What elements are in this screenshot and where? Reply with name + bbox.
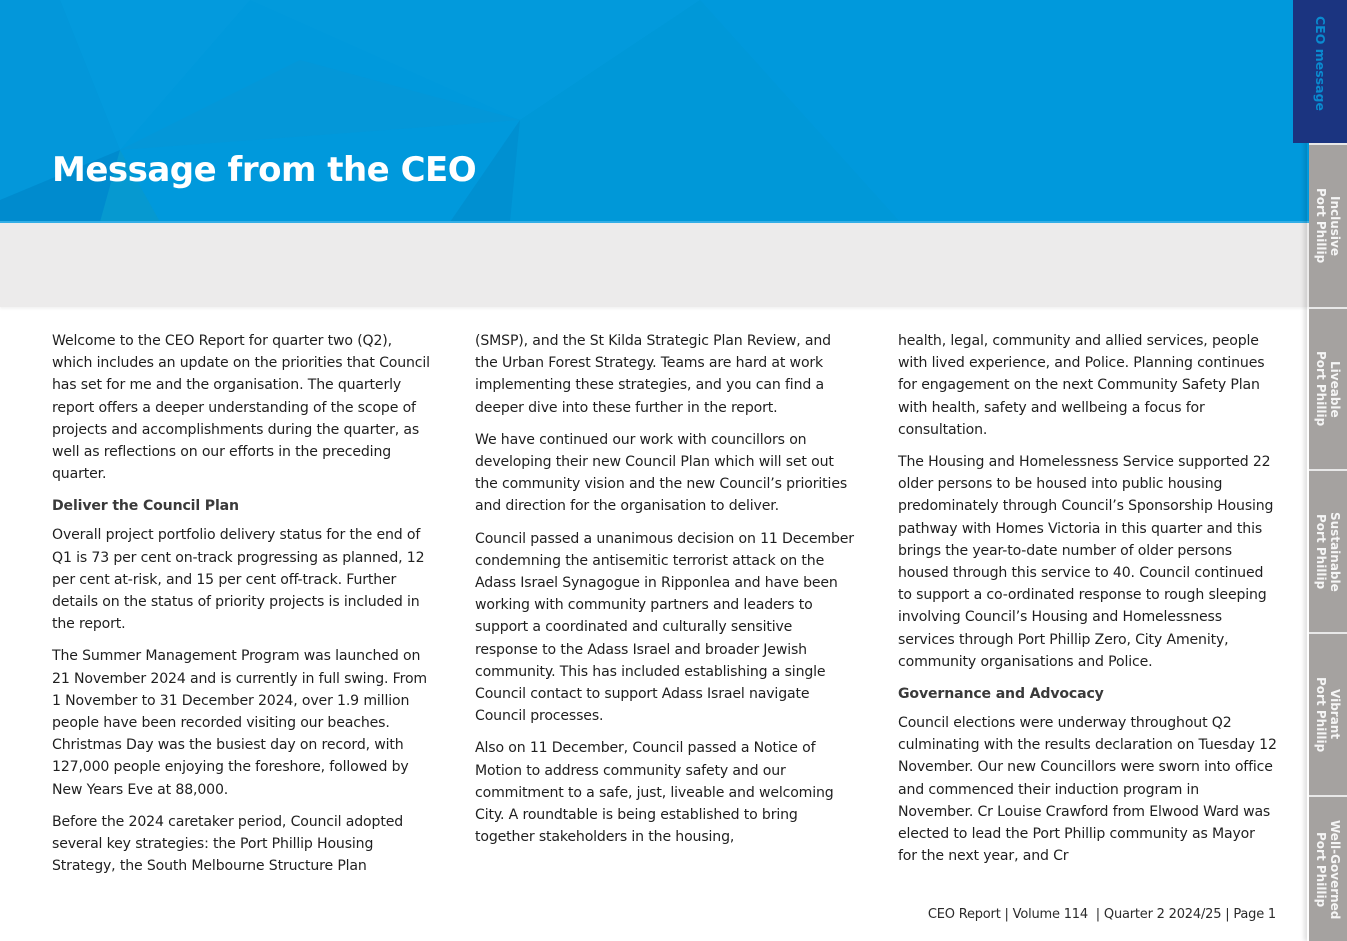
tab-liveable-port-phillip[interactable] bbox=[1309, 307, 1347, 469]
heading-governance-advocacy: Governance and Advocacy bbox=[898, 686, 1104, 703]
paragraph-adass-israel: Council passed a unanimous decision on 11 December condemning the antisemitic terrorist attack on the Adass Israel Synagogue in Ripponlea and have been working with community partners and leaders to support a coordinated and culturally sensitive response to the Adass Israel and broader Jewish community. This has included establishing a single Council contact to support Adass Israel navigate Council processes. bbox=[475, 530, 854, 725]
paragraph-council-elections: Council elections were underway throughout Q2 culminating with the results declaration on Tuesday 12 November. Our new Councillors were sworn into office and commenced their induction program in November. Cr Louise Crawford from Elwood Ward was elected to lead the Port Phillip community as Mayor for the next year, and Cr bbox=[898, 715, 1277, 865]
tab-inclusive-port-phillip[interactable] bbox=[1309, 143, 1347, 307]
heading-deliver-council-plan: Deliver the Council Plan bbox=[52, 498, 239, 515]
paragraph-portfolio-status: Overall project portfolio delivery status for the end of Q1 is 73 per cent on-track progressing as planned, 12 per cent at-risk, and 15 per cent off-track. Further details on the status of priority projects is included in the report. bbox=[52, 527, 425, 633]
tab-vibrant-port-phillip[interactable] bbox=[1309, 632, 1347, 795]
column-2 bbox=[475, 330, 855, 858]
page-footer: CEO Report | Volume 114 | Quarter 2 2024/25 | Page 1 bbox=[927, 907, 1276, 922]
tab-label: Inclusive Port Phillip bbox=[1314, 188, 1342, 264]
paragraph-notice-of-motion: Also on 11 December, Council passed a Notice of Motion to address community safety and our commitment to a safe, just, liveable and welcoming City. A roundtable is being established to bring together stakeholders in the housing, bbox=[475, 740, 834, 846]
column-1 bbox=[52, 330, 432, 887]
tab-ceo-message[interactable] bbox=[1293, 0, 1347, 143]
paragraph-summer-program: The Summer Management Program was launched on 21 November 2024 and is currently in full swing. From 1 November to 31 December 2024, over 1.9 million people have been recorded visiting our beaches. Christmas Day was the busiest day on record, with 127,000 people enjoying the foreshore, followed by New Years Eve at 88,000. bbox=[52, 648, 427, 798]
column-3 bbox=[898, 330, 1278, 877]
header-grey-band bbox=[0, 223, 1347, 307]
tab-sustainable-port-phillip[interactable] bbox=[1309, 469, 1347, 632]
paragraph-housing-homelessness: The Housing and Homelessness Service supported 22 older persons to be housed into public housing predominately through Council’s Sponsorship Housing pathway with Homes Victoria in this quarter and this brings the year-to-date number of older persons housed through this service to 40. Council continued to support a co-ordinated response to rough sleeping involving Council’s Housing and Homelessness services through Port Phillip Zero, City Amenity, community organisations and Police. bbox=[898, 454, 1274, 670]
paragraph-intro: Welcome to the CEO Report for quarter two (Q2), which includes an update on the priorities that Council has set for me and the organisation. The quarterly report offers a deeper understanding of the scope of projects and accomplishments during the quarter, as well as reflections on our efforts in the preceding quarter. bbox=[52, 333, 430, 483]
paragraph-strategies-cont: (SMSP), and the St Kilda Strategic Plan Review, and the Urban Forest Strategy. Teams are hard at work implementing these strategies, and you can find a deeper dive into these further in the report. bbox=[475, 333, 831, 416]
page-title: Message from the CEO bbox=[52, 150, 477, 190]
tab-label: Liveable Port Phillip bbox=[1314, 351, 1342, 427]
tab-well-governed-port-phillip[interactable] bbox=[1309, 795, 1347, 941]
tab-label: Vibrant Port Phillip bbox=[1314, 676, 1342, 753]
paragraph-council-plan: We have continued our work with councillors on developing their new Council Plan which will set out the community vision and the new Council’s priorities and direction for the organisation to deliver. bbox=[475, 431, 848, 515]
tab-label: Well-Governed Port Phillip bbox=[1314, 820, 1342, 920]
tab-label: CEO message bbox=[1313, 16, 1328, 111]
paragraph-key-strategies: Before the 2024 caretaker period, Council adopted several key strategies: the Port Phillip Housing Strategy, the South Melbourne Structure Plan bbox=[52, 813, 404, 875]
paragraph-roundtable-cont: health, legal, community and allied services, people with lived experience, and Police. Planning continues for engagement on the next Community Safety Plan with health, safety and wellbeing a focus for consultation. bbox=[898, 333, 1265, 438]
tab-label: Sustainable Port Phillip bbox=[1314, 511, 1342, 592]
section-tabs bbox=[1293, 0, 1347, 941]
header-banner bbox=[0, 0, 1347, 222]
